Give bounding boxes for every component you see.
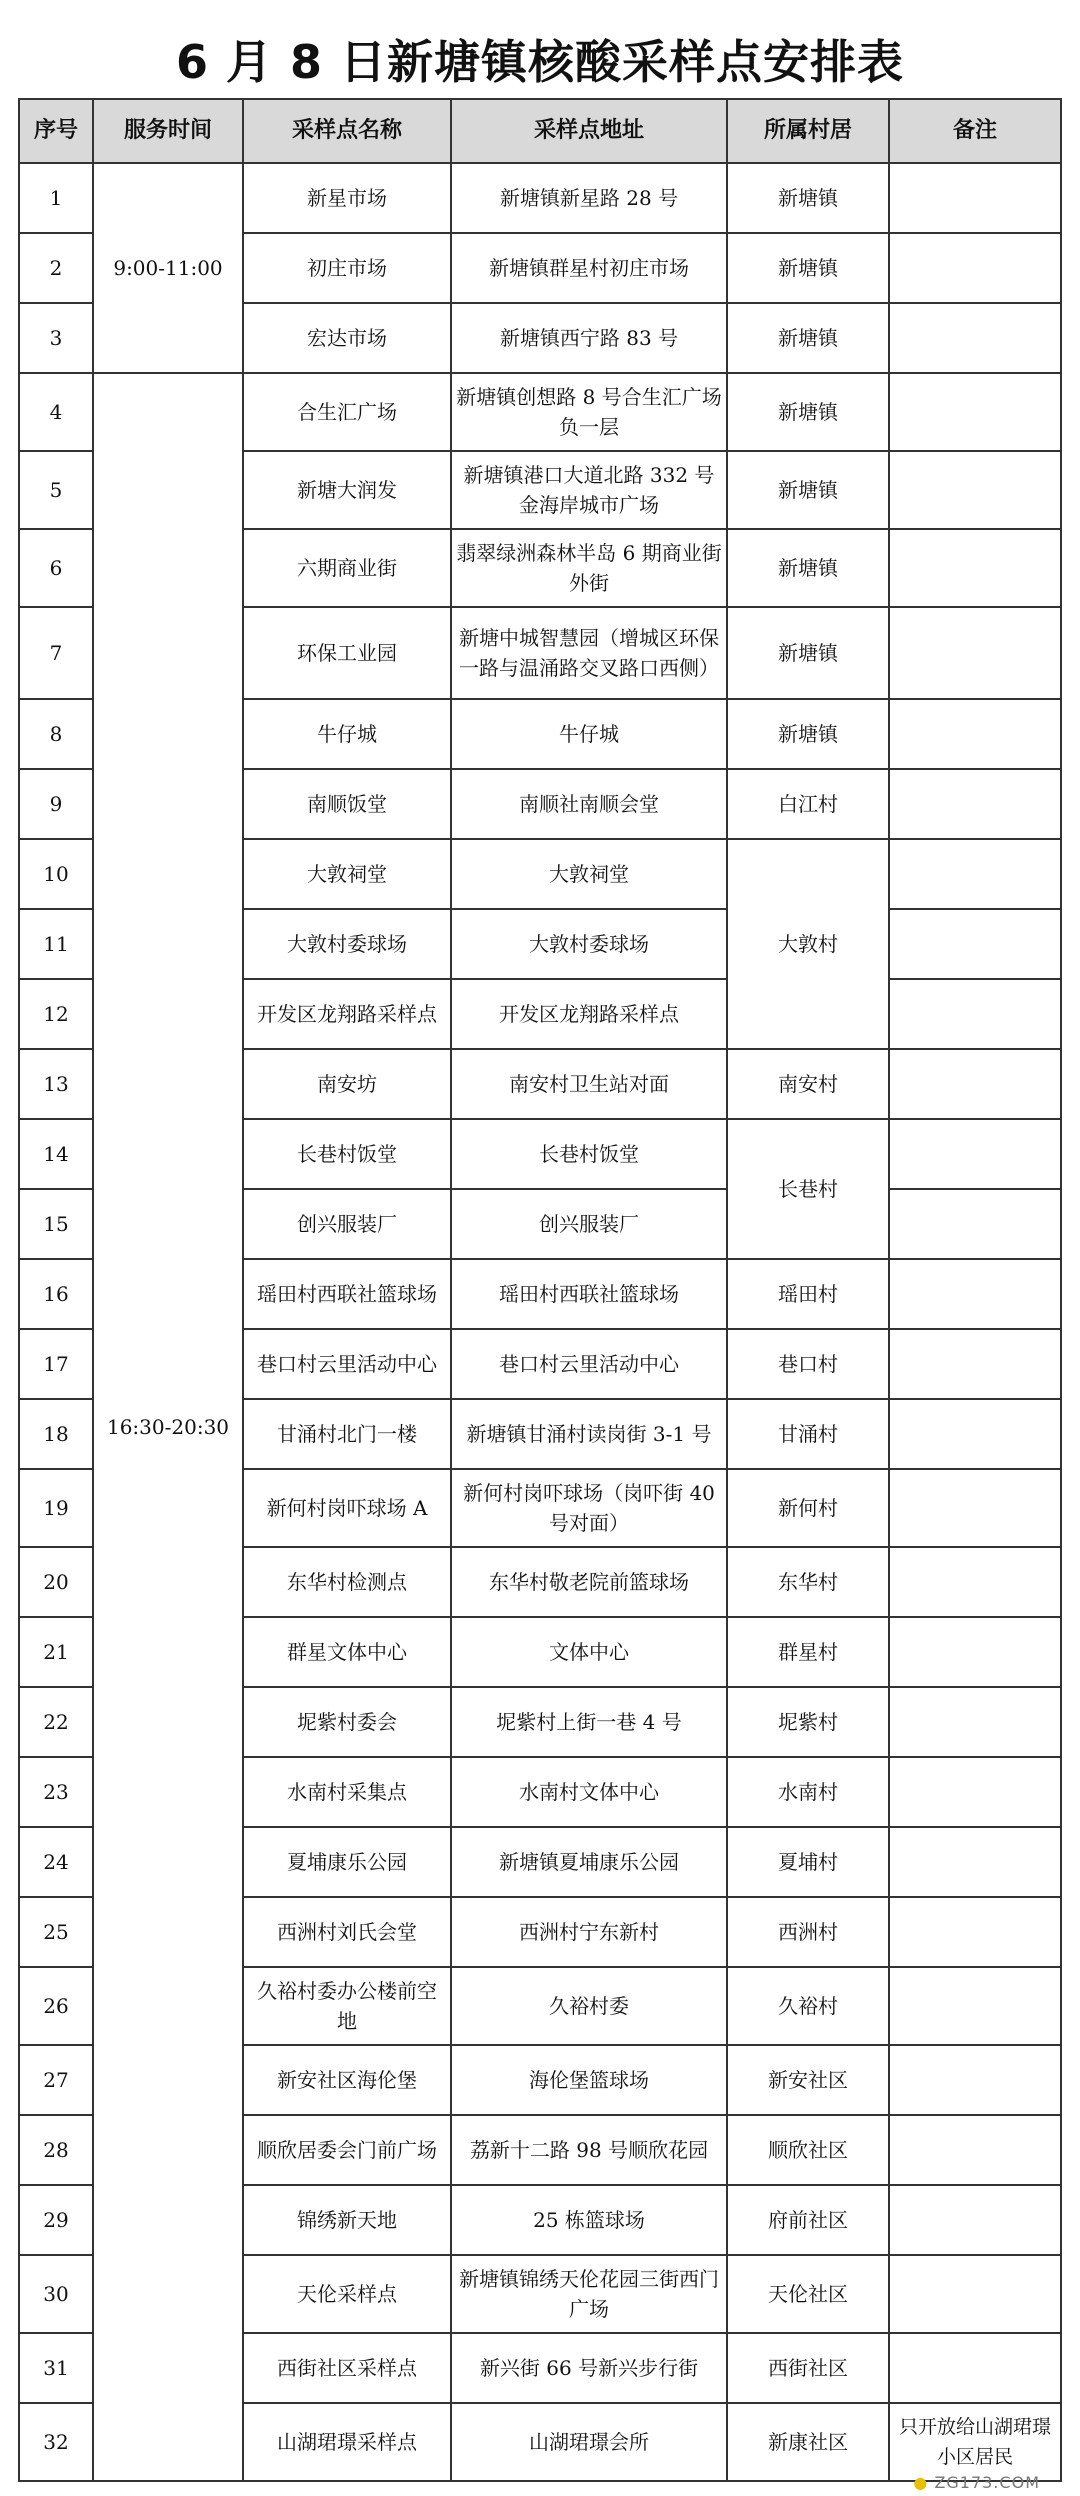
cell-no: 3 (19, 303, 93, 373)
cell-site-address: 海伦堡篮球场 (451, 2045, 727, 2115)
cell-no: 19 (19, 1469, 93, 1547)
cell-site-address: 文体中心 (451, 1617, 727, 1687)
cell-note (889, 1547, 1061, 1617)
cell-site-name: 宏达市场 (243, 303, 451, 373)
table-header-row (19, 99, 1061, 163)
cell-site-address: 新塘镇群星村初庄市场 (451, 233, 727, 303)
cell-village: 新塘镇 (727, 529, 889, 607)
cell-note (889, 451, 1061, 529)
cell-site-name: 长巷村饭堂 (243, 1119, 451, 1189)
cell-note (889, 2333, 1061, 2403)
cell-site-address: 新塘镇甘涌村读岗街 3-1 号 (451, 1399, 727, 1469)
cell-no: 26 (19, 1967, 93, 2045)
cell-site-address: 新何村岗吓球场（岗吓街 40 号对面） (451, 1469, 727, 1547)
header-village: 所属村居 (727, 99, 889, 163)
cell-note (889, 607, 1061, 699)
cell-village: 新何村 (727, 1469, 889, 1547)
cell-site-address: 新塘镇西宁路 83 号 (451, 303, 727, 373)
cell-site-address: 荔新十二路 98 号顺欣花园 (451, 2115, 727, 2185)
cell-village: 长巷村 (727, 1119, 889, 1259)
cell-note: 只开放给山湖珺璟小区居民 (889, 2403, 1061, 2481)
cell-site-address: 水南村文体中心 (451, 1757, 727, 1827)
table-row (19, 163, 1061, 233)
cell-village: 白江村 (727, 769, 889, 839)
cell-note (889, 1049, 1061, 1119)
cell-site-name: 创兴服装厂 (243, 1189, 451, 1259)
cell-site-name: 大敦祠堂 (243, 839, 451, 909)
cell-site-name: 天伦采样点 (243, 2255, 451, 2333)
cell-service-time: 16:30-20:30 (93, 373, 243, 2481)
cell-village: 新塘镇 (727, 233, 889, 303)
cell-no: 16 (19, 1259, 93, 1329)
cell-village: 大敦村 (727, 839, 889, 1049)
cell-note (889, 1827, 1061, 1897)
cell-note (889, 2185, 1061, 2255)
header-site-address: 采样点地址 (451, 99, 727, 163)
cell-no: 25 (19, 1897, 93, 1967)
cell-note (889, 1469, 1061, 1547)
cell-village: 西洲村 (727, 1897, 889, 1967)
cell-no: 11 (19, 909, 93, 979)
header-site-name: 采样点名称 (243, 99, 451, 163)
cell-no: 4 (19, 373, 93, 451)
cell-no: 12 (19, 979, 93, 1049)
cell-site-name: 新星市场 (243, 163, 451, 233)
cell-no: 13 (19, 1049, 93, 1119)
cell-note (889, 1189, 1061, 1259)
cell-village: 新安社区 (727, 2045, 889, 2115)
cell-site-name: 甘涌村北门一楼 (243, 1399, 451, 1469)
cell-note (889, 1967, 1061, 2045)
page-title: 6 月 8 日新塘镇核酸采样点安排表 (175, 35, 905, 89)
cell-site-address: 新塘镇新星路 28 号 (451, 163, 727, 233)
cell-note (889, 1617, 1061, 1687)
cell-village: 群星村 (727, 1617, 889, 1687)
cell-site-name: 六期商业街 (243, 529, 451, 607)
cell-site-address: 大敦村委球场 (451, 909, 727, 979)
cell-note (889, 163, 1061, 233)
cell-note (889, 699, 1061, 769)
cell-note (889, 909, 1061, 979)
cell-site-name: 新塘大润发 (243, 451, 451, 529)
cell-site-address: 新塘镇锦绣天伦花园三街西门广场 (451, 2255, 727, 2333)
cell-no: 18 (19, 1399, 93, 1469)
cell-site-address: 翡翠绿洲森林半岛 6 期商业街外街 (451, 529, 727, 607)
sampling-schedule-table (18, 98, 1062, 2482)
cell-site-address: 瑶田村西联社篮球场 (451, 1259, 727, 1329)
cell-village: 巷口村 (727, 1329, 889, 1399)
cell-site-name: 合生汇广场 (243, 373, 451, 451)
cell-site-address: 创兴服装厂 (451, 1189, 727, 1259)
cell-village: 瑶田村 (727, 1259, 889, 1329)
cell-village: 顺欣社区 (727, 2115, 889, 2185)
cell-site-address: 新塘镇创想路 8 号合生汇广场负一层 (451, 373, 727, 451)
cell-no: 10 (19, 839, 93, 909)
cell-site-name: 环保工业园 (243, 607, 451, 699)
cell-site-name: 山湖珺璟采样点 (243, 2403, 451, 2481)
cell-note (889, 839, 1061, 909)
cell-village: 西街社区 (727, 2333, 889, 2403)
cell-no: 27 (19, 2045, 93, 2115)
cell-site-name: 顺欣居委会门前广场 (243, 2115, 451, 2185)
cell-note (889, 1119, 1061, 1189)
cell-no: 29 (19, 2185, 93, 2255)
cell-site-name: 锦绣新天地 (243, 2185, 451, 2255)
cell-note (889, 2115, 1061, 2185)
cell-village: 新塘镇 (727, 699, 889, 769)
cell-site-address: 西洲村宁东新村 (451, 1897, 727, 1967)
cell-note (889, 1687, 1061, 1757)
cell-site-name: 坭紫村委会 (243, 1687, 451, 1757)
cell-site-name: 南顺饭堂 (243, 769, 451, 839)
cell-site-name: 西洲村刘氏会堂 (243, 1897, 451, 1967)
cell-no: 28 (19, 2115, 93, 2185)
cell-service-time: 9:00-11:00 (93, 163, 243, 373)
cell-site-address: 新塘镇夏埔康乐公园 (451, 1827, 727, 1897)
cell-note (889, 1897, 1061, 1967)
cell-site-name: 新何村岗吓球场 A (243, 1469, 451, 1547)
cell-site-name: 巷口村云里活动中心 (243, 1329, 451, 1399)
cell-village: 甘涌村 (727, 1399, 889, 1469)
cell-site-name: 水南村采集点 (243, 1757, 451, 1827)
cell-village: 新塘镇 (727, 451, 889, 529)
cell-site-address: 牛仔城 (451, 699, 727, 769)
cell-site-address: 东华村敬老院前篮球场 (451, 1547, 727, 1617)
cell-no: 7 (19, 607, 93, 699)
cell-site-address: 大敦祠堂 (451, 839, 727, 909)
cell-no: 1 (19, 163, 93, 233)
cell-no: 17 (19, 1329, 93, 1399)
cell-note (889, 529, 1061, 607)
cell-site-address: 山湖珺璟会所 (451, 2403, 727, 2481)
cell-village: 久裕村 (727, 1967, 889, 2045)
cell-no: 20 (19, 1547, 93, 1617)
cell-note (889, 1757, 1061, 1827)
cell-note (889, 303, 1061, 373)
cell-village: 府前社区 (727, 2185, 889, 2255)
cell-village: 天伦社区 (727, 2255, 889, 2333)
cell-site-address: 久裕村委 (451, 1967, 727, 2045)
cell-village: 夏埔村 (727, 1827, 889, 1897)
cell-village: 新塘镇 (727, 163, 889, 233)
cell-village: 东华村 (727, 1547, 889, 1617)
cell-site-name: 群星文体中心 (243, 1617, 451, 1687)
cell-site-address: 巷口村云里活动中心 (451, 1329, 727, 1399)
cell-no: 23 (19, 1757, 93, 1827)
cell-no: 14 (19, 1119, 93, 1189)
cell-village: 新塘镇 (727, 303, 889, 373)
cell-village: 新康社区 (727, 2403, 889, 2481)
cell-site-name: 开发区龙翔路采样点 (243, 979, 451, 1049)
cell-note (889, 769, 1061, 839)
cell-village: 南安村 (727, 1049, 889, 1119)
cell-no: 22 (19, 1687, 93, 1757)
cell-no: 21 (19, 1617, 93, 1687)
cell-site-address: 新塘镇港口大道北路 332 号金海岸城市广场 (451, 451, 727, 529)
cell-no: 15 (19, 1189, 93, 1259)
cell-site-address: 开发区龙翔路采样点 (451, 979, 727, 1049)
cell-no: 5 (19, 451, 93, 529)
cell-no: 24 (19, 1827, 93, 1897)
cell-site-name: 夏埔康乐公园 (243, 1827, 451, 1897)
header-no: 序号 (19, 99, 93, 163)
watermark (913, 2473, 1040, 2492)
cell-note (889, 233, 1061, 303)
cell-no: 2 (19, 233, 93, 303)
cell-no: 9 (19, 769, 93, 839)
cell-site-address: 25 栋篮球场 (451, 2185, 727, 2255)
cell-note (889, 1329, 1061, 1399)
table-row (19, 373, 1061, 451)
cell-note (889, 2045, 1061, 2115)
cell-no: 31 (19, 2333, 93, 2403)
cell-note (889, 1259, 1061, 1329)
cell-site-address: 长巷村饭堂 (451, 1119, 727, 1189)
cell-village: 水南村 (727, 1757, 889, 1827)
cell-site-name: 瑶田村西联社篮球场 (243, 1259, 451, 1329)
watermark-text: ZG173.COM (934, 2473, 1040, 2492)
cell-note (889, 1399, 1061, 1469)
cell-site-address: 新兴街 66 号新兴步行街 (451, 2333, 727, 2403)
cell-site-name: 久裕村委办公楼前空地 (243, 1967, 451, 2045)
cell-site-name: 新安社区海伦堡 (243, 2045, 451, 2115)
header-note: 备注 (889, 99, 1061, 163)
cell-site-name: 南安坊 (243, 1049, 451, 1119)
cell-site-name: 西街社区采样点 (243, 2333, 451, 2403)
watermark-logo-icon: ● (913, 2473, 929, 2492)
cell-site-name: 牛仔城 (243, 699, 451, 769)
cell-site-address: 新塘中城智慧园（增城区环保一路与温涌路交叉路口西侧） (451, 607, 727, 699)
cell-site-name: 初庄市场 (243, 233, 451, 303)
cell-note (889, 2255, 1061, 2333)
cell-no: 30 (19, 2255, 93, 2333)
cell-no: 32 (19, 2403, 93, 2481)
cell-site-name: 东华村检测点 (243, 1547, 451, 1617)
cell-site-address: 南顺社南顺会堂 (451, 769, 727, 839)
cell-no: 8 (19, 699, 93, 769)
cell-village: 坭紫村 (727, 1687, 889, 1757)
cell-village: 新塘镇 (727, 373, 889, 451)
cell-note (889, 979, 1061, 1049)
header-service-time: 服务时间 (93, 99, 243, 163)
cell-note (889, 373, 1061, 451)
cell-village: 新塘镇 (727, 607, 889, 699)
cell-site-name: 大敦村委球场 (243, 909, 451, 979)
cell-no: 6 (19, 529, 93, 607)
cell-site-address: 坭紫村上街一巷 4 号 (451, 1687, 727, 1757)
cell-site-address: 南安村卫生站对面 (451, 1049, 727, 1119)
